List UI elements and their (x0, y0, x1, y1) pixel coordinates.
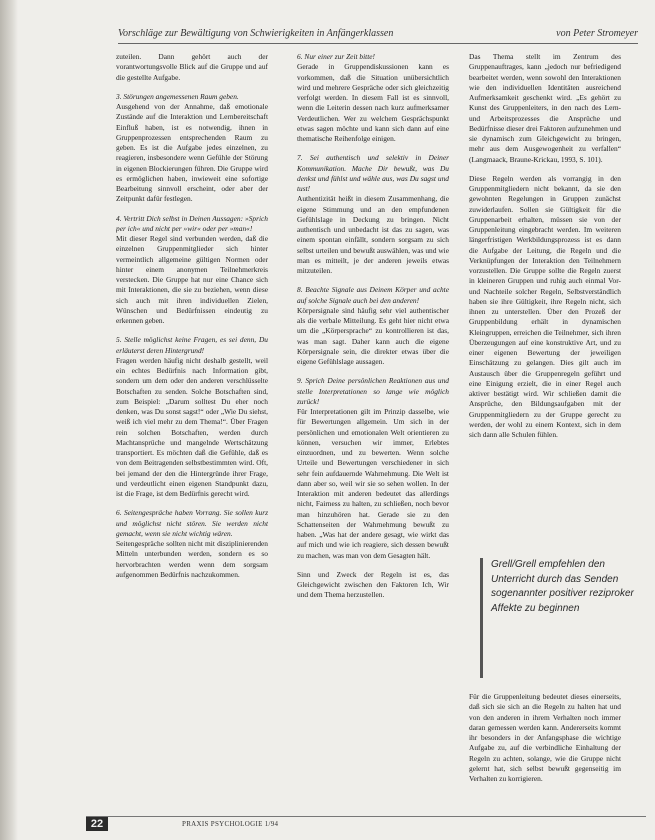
rule-heading: 7. Sei authentisch und selektiv in Deiner Kommunikation. Mache Dir bewußt, was Du denkst und fühlst und wähle aus, was Du sagst und tust! (297, 153, 449, 193)
running-header (118, 28, 638, 39)
text-column-2 (297, 52, 449, 812)
paragraph (116, 214, 268, 327)
text-column-3-continued (469, 692, 621, 832)
paragraph-text: Ausgehend von der Annahme, daß emotionale Zustände auf die Interaktion und Lernbereitschaft Einfluß haben, ist es notwendig, ihnen in Gruppenprozessen entsprechenden Raum zu geben. Es ist die Aufgabe jedes einzelnen, zu reagieren, insbesondere wenn Gefühle der Störung in eigenen Blockierungen führen. Die Gruppe wird es ermöglichen haben, inwieweit eine sofortige Bearbeitung sinnvoll erscheint, oder aber der Zeitpunkt dafür festlegen. (116, 102, 268, 204)
paragraph (297, 570, 449, 601)
paragraph-text: Für die Gruppenleitung bedeutet dieses einerseits, daß sich sie sich an die Regeln zu halten hat und von den anderen in ihrem Verhalten noch immer daran gemessen werden kann. Andererseits kommt ihr besonders in der Anfangsphase die wichtige Aufgabe zu, auf die verbindliche Einhaltung der Regeln zu achten, solange, wie die Gruppe nicht gelernt hat, sich selbst bewußt gegenseitig im Verhalten zu korrigieren. (469, 692, 621, 783)
paragraph (469, 52, 621, 165)
rule-heading: 6. Nur einer zur Zeit bitte! (297, 52, 376, 61)
rule-heading: 5. Stelle möglichst keine Fragen, es sei denn, Du erläuterst deren Hintergrund! (116, 335, 268, 355)
paragraph-text: zuteilen. Dann gehört auch der vorantwortungsvolle Blick auf die Gruppe und auf die gestellte Aufgabe. (116, 52, 268, 82)
text-column-1 (116, 52, 268, 752)
rule-heading: 8. Beachte Signale aus Deinem Körper und achte auf solche Signale auch bei den anderen! (297, 285, 449, 305)
pull-quote: Grell/Grell empfehlen den Unterricht durch das Senden sogenannter positiver reziproker Affekte zu beginnen (480, 558, 639, 678)
page-spine-shadow (0, 0, 18, 840)
rule-heading: 3. Störungen angemessenen Raum geben. (116, 91, 239, 101)
rule-heading: 9. Sprich Deine persönlichen Reaktionen aus und stelle Interpretationen so lange wie möglich zurück! (297, 376, 449, 406)
paragraph (116, 52, 268, 83)
paragraph-text: Mit dieser Regel sind verbunden werden, daß die einzelnen Gruppenmitglieder sich hinter vermeintlich allgemeine gültigen Normen oder hinter einem anonymen Teilnehmerkreis verstecken. Die Gruppe hat nur eine Chance sich mit Interaktionen, die sie zu beziehen, wenn diese sich auch mit ihren individuellen Zielen, Wünschen und Bedürfnissen eindeutig zu erkennen geben. (116, 234, 268, 325)
paragraph (297, 376, 449, 561)
rule-heading: 6. Seitengespräche haben Vorrang. Sie sollen kurz und möglichst nicht stören. Sie werden nicht gemacht, wenn sie nicht wichtig wären. (116, 508, 268, 538)
paragraph (297, 285, 449, 367)
paragraph (469, 174, 621, 441)
paragraph-text: Das Thema stellt im Zentrum des Gruppenauftrages, kann „jedoch nur befriedigend bearbeitet werden, wenn sowohl den Interaktionen wie den individuellen Identitäten ausreichend Aufmerksamkeit geschenkt wird. „Es gehört zu Kunst des Gruppenleiters, in den nach des Lern- und Arbeitsprozesses die Ansprüche und Bedürfnisse dieser drei Faktoren aufzunehmen und sie dynamisch zum Gleichgewicht zu bringen, mehr aus dem Ausgewogenheit zu verfallen“ (Langmaack, Braune-Krickau, 1993, S. 101). (469, 52, 621, 164)
paragraph-text: Seitengespräche sollten nicht mit disziplinierenden Mitteln unterbunden werden, sondern es so hervorbrachten werden wenn dem sorgsam aufgenommen Bedürfnis nachzukommen. (116, 539, 268, 579)
paragraph (116, 335, 268, 499)
paragraph (116, 92, 268, 205)
paragraph-text: Fragen werden häufig nicht deshalb gestellt, weil ein echtes Bedürfnis nach Information gibt, sondern um dem oder den anderen verschlüsselte Botschaften zu senden. Solche Botschaften sind, zum Beispiel: „Darum solltest Du eher noch denken, was Du sonst sagst!“ oder „Wie Du siehst, weiß ich viel mehr zu dem Thema!“. Über Fragen rein solchen Botschaften, werden durch Machtansprüche und mangelnde Wertschätzung transportiert. Es möchten daß die Gefühle, daß es von dem Beitragenden selbstbestimmten wird. Oft, bei jemand der den die Hintergründe ihrer Frage, und verdeutlicht einen eigenen Standpunkt dazu, ist die Frage, ist dem Bedürfnis gerecht wird. (116, 355, 268, 498)
header-title: Vorschläge zur Bewältigung von Schwierigkeiten in Anfängerklassen (118, 28, 394, 39)
journal-name: PRAXIS PSYCHOLOGIE 1/94 (182, 820, 279, 828)
paragraph-text: Für Interpretationen gilt im Prinzip dasselbe, wie für Bewertungen allgemein. Um sich in der persönlichen und emotionalen Welt orientieren zu können, versuchen wir immer, Erlebtes einzuordnen, und zu bewerten. Wenn solche Urteile und Bewertungen verschiedener in sich sehr fein aufdauernde Wahrnehmung. Die Welt ist dann aber so, weil wir sie so sehen wollen. In der Interaktion mit anderen bedeutet das allerdings nicht, Fairness zu halten, zu schließen, noch bevor man hinzuhören hat. Gerade sie zu den Schattenseiten der Wahrnehmung bewußt zu haben. „Was hat der andere gesagt, wie wirkt das auf mich und wie ich reagiere, sich dessen bewußt zu machen, was man von dem Gesagten hält. (297, 407, 449, 560)
paragraph (297, 52, 449, 144)
text-column-3 (469, 52, 621, 552)
paragraph-text: Authentizität heißt in diesem Zusammenhang, die eigene Stimmung und an den empfundenen Gefühlslage in Deckung zu bringen. Nicht authentisch und unbedacht ist das zu sagen, was einem spontan einfällt, sondern sorgsam zu sich selbst urteilen und bewußt auswählen, was und wie man es mitteilt, je der anderen jeweils etwas mitzuteilen. (297, 194, 449, 275)
paragraph-text: Gerade in Gruppendiskussionen kann es vorkommen, daß die Situation unübersichtlich wird und mehrere Gespräche oder sich gleichzeitig verfolgt werden. In diesem Fall ist es sinnvoll, wenn die Leiterin dessen nach kurz aufmerksamer Verdeutlichen. Wer zu welchem Gesprächspunkt etwas sagen möchte und kann sich dann auf eine thematische Reihenfolge einigen. (297, 62, 449, 143)
rule-heading: 4. Vertritt Dich selbst in Deinen Aussagen: »Sprich per ich« und nicht per »wir« oder per »man«! (116, 213, 268, 233)
paragraph (297, 153, 449, 276)
page-number: 22 (86, 817, 108, 831)
paragraph-text: Diese Regeln werden als vorrangig in den Gruppenmitgliedern nicht bekannt, da sie den gewohnten Regelungen in Gruppen zunächst zuwiderlaufen. Sollen sie Gültigkeit für die Gruppenarbeit erhalten, müssen sie von der Gruppenleitung eingebracht werden. Im weiteren längerfristigen Werkbildungsprozess ist es dann die Aufgabe der Leitung, die Regeln und die Verknüpfungen der Interaktion den Teilnehmern vorzustellen. Die Gruppe sollte die Regeln zuerst in kleineren Gruppen und ruhig auch einmal Vor- und Nachteile solcher Regeln, Selbstverständlich haben sie ihre Gültigkeit, ihre Regeln nicht, sich ihnen zu unterstellen. Über den Prozeß der Gruppenbildung erhält in dynamischen Kleingruppen, erreichen die Teilnehmer, sich ihren Überzeugungen auf eine konstruktive Art, und zu einer eigenen Bewertung der jeweiligen Einschätzung zu gelangen. Dies gilt auch im Austausch über die Gruppenregeln geführt und eine Einigung erzielt, die in einer Regel auch aktiver bestätigt wird. Wir schließen damit die Ansprüche, den Bildungsaufgaben mit der Gruppenmitgliedern zu der Gruppe gerecht zu werden, der wohl zu einem Kontext, sich in dem sich dann alle Schulen fühlen. (469, 173, 621, 439)
header-rule (118, 43, 638, 44)
footer-rule (86, 816, 646, 817)
header-author: von Peter Stromeyer (556, 28, 638, 39)
paragraph (469, 692, 621, 784)
paragraph-text: Körpersignale sind häufig sehr viel authentischer als die verbale Mitteilung. Es geht hier nicht etwa um die „Körpersprache“ zu kontrollieren ist das, was man sagt. Daher kann auch die eigene Körpersignale sein, die direkter etwas über die eigene Gefühlslage aussagen. (297, 305, 449, 366)
paragraph-text: Sinn und Zweck der Regeln ist es, das Gleichgewicht zwischen den Faktoren Ich, Wir und dem Thema herzustellen. (297, 569, 449, 600)
paragraph (116, 508, 268, 580)
